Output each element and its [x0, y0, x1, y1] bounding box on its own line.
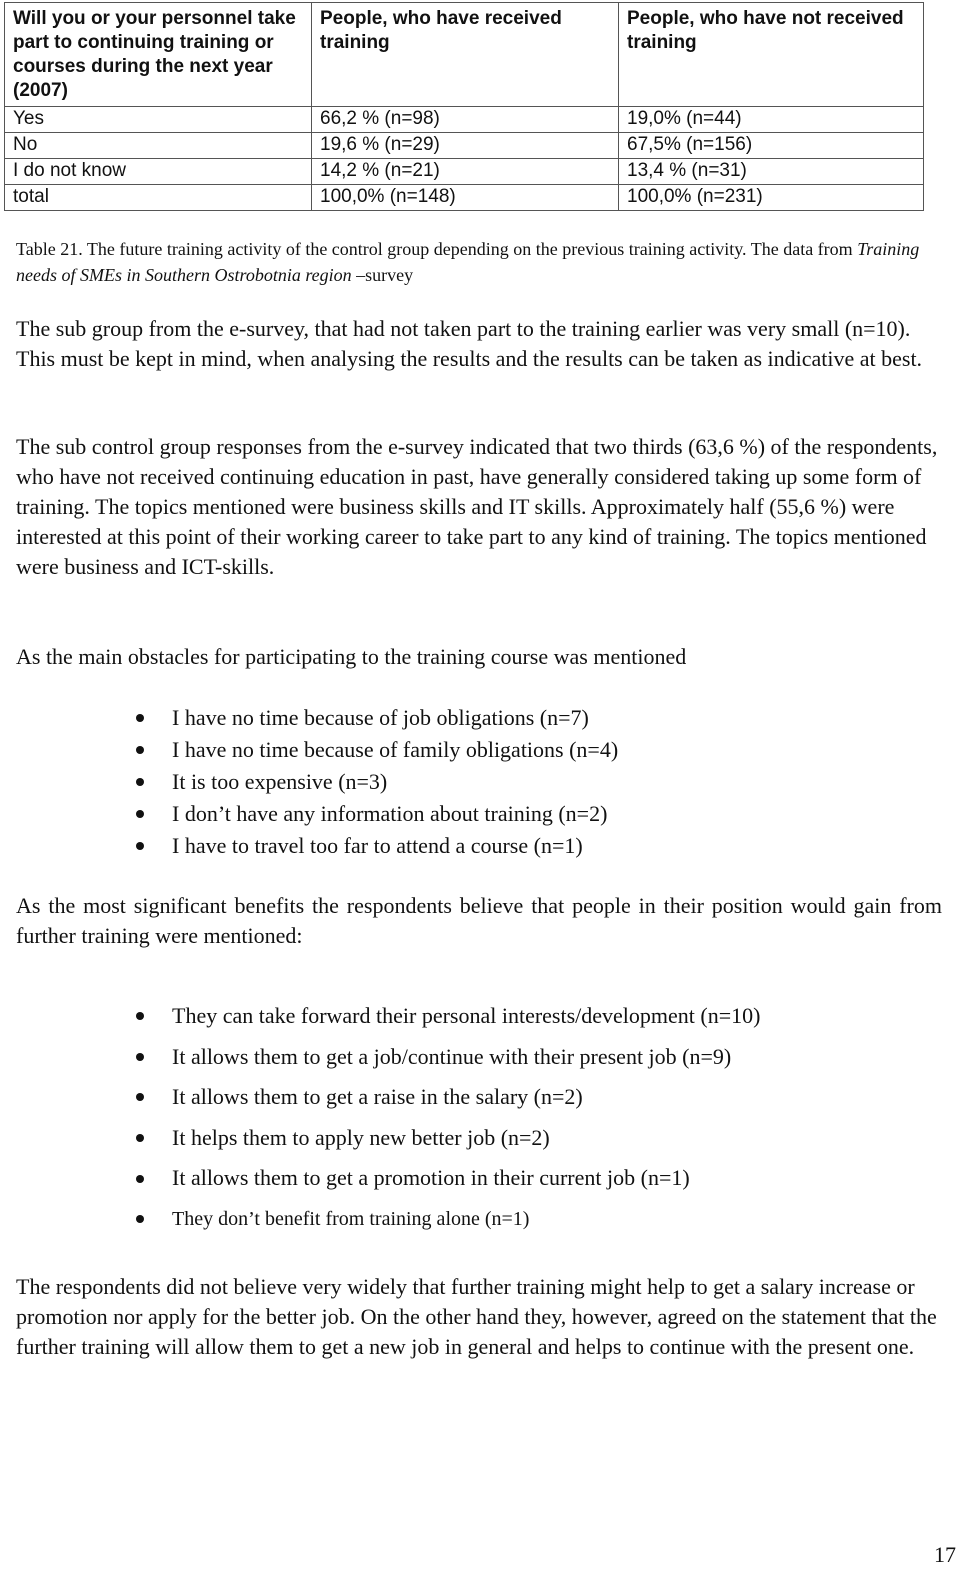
list-item — [132, 1158, 760, 1199]
list-item — [132, 1077, 760, 1118]
bullet-icon — [136, 1175, 144, 1183]
paragraph-benefits-intro: As the most significant benefits the respondents believe that people in their position would gain from further training were mentioned: — [16, 893, 942, 948]
paragraph-control-group: The sub control group responses from the e-survey indicated that two thirds (63,6 %) of the respondents, who have not received continuing education in past, have generally considered taking up some form of training. The topics mentioned were business skills and IT skills. Approximately half (55,6 %) were interested at this point of their working career to take part to any kind of training. The topics mentioned were business and ICT-skills. — [16, 434, 938, 579]
bullet-icon — [136, 1012, 144, 1020]
list-item-text: They don’t benefit from training alone (n=1) — [172, 1207, 530, 1230]
table-cell: 14,2 % (n=21) — [312, 159, 619, 185]
table-cell: 66,2 % (n=98) — [312, 107, 619, 133]
table-cell: 100,0% (n=148) — [312, 185, 619, 211]
table-row — [5, 159, 924, 185]
table-row — [5, 107, 924, 133]
bullet-icon — [136, 842, 144, 850]
list-item — [132, 798, 618, 830]
table-cell: No — [5, 133, 312, 159]
list-item-text: I don’t have any information about training (n=2) — [172, 801, 608, 826]
bullet-icon — [136, 1053, 144, 1061]
bullet-icon — [136, 1215, 144, 1223]
table-cell: 19,6 % (n=29) — [312, 133, 619, 159]
caption-suffix: –survey — [351, 265, 414, 285]
list-item-text: It allows them to get a promotion in their current job (n=1) — [172, 1165, 690, 1191]
table-cell: 19,0% (n=44) — [619, 107, 924, 133]
table-cell: 67,5% (n=156) — [619, 133, 924, 159]
bullet-icon — [136, 746, 144, 754]
table-cell: 13,4 % (n=31) — [619, 159, 924, 185]
list-item — [132, 1199, 760, 1240]
list-item-text: It allows them to get a job/continue with their present job (n=9) — [172, 1043, 732, 1069]
page-number: 17 — [934, 1542, 956, 1567]
list-item-text: I have to travel too far to attend a course (n=1) — [172, 833, 583, 858]
table-caption — [16, 236, 936, 288]
table-header-not-received: People, who have not received training — [619, 3, 924, 107]
table-header-received: People, who have received training — [312, 3, 619, 107]
list-item-text: It is too expensive (n=3) — [172, 769, 388, 794]
list-item — [132, 1118, 760, 1159]
list-item-text: I have no time because of family obligations (n=4) — [172, 737, 619, 762]
table-header-row — [5, 3, 924, 107]
bullet-icon — [136, 810, 144, 818]
bullet-icon — [136, 1093, 144, 1101]
obstacles-list — [132, 702, 618, 862]
list-item — [132, 996, 760, 1037]
bullet-icon — [136, 778, 144, 786]
list-item-text: They can take forward their personal interests/development (n=10) — [172, 1003, 761, 1028]
list-item-text: It allows them to get a raise in the salary (n=2) — [172, 1084, 583, 1110]
table-row — [5, 185, 924, 211]
list-item-text: I have no time because of job obligations (n=7) — [172, 705, 589, 730]
survey-results-table — [4, 2, 924, 211]
paragraph-conclusion: The respondents did not believe very widely that further training might help to get a salary increase or promotion nor apply for the better job. On the other hand they, however, agreed on the statement that the further training will allow them to get a new job in general and helps to continue with the present one. — [16, 1274, 937, 1359]
caption-prefix: Table 21. The future training activity of the control group depending on the previous training activity. The data from — [16, 239, 858, 259]
table-cell: I do not know — [5, 159, 312, 185]
list-item — [132, 734, 618, 766]
table-row — [5, 133, 924, 159]
table-cell: Yes — [5, 107, 312, 133]
table-cell: 100,0% (n=231) — [619, 185, 924, 211]
list-item-text: It helps them to apply new better job (n=2) — [172, 1124, 550, 1150]
list-item — [132, 830, 618, 862]
paragraph-obstacles-intro: As the main obstacles for participating to the training course was mentioned — [16, 644, 687, 669]
list-item — [132, 766, 618, 798]
list-item — [132, 702, 618, 734]
list-item — [132, 1037, 760, 1078]
table-cell: total — [5, 185, 312, 211]
caption-survey-name: Training needs of SMEs in Southern Ostrobotnia region — [16, 239, 920, 285]
bullet-icon — [136, 1134, 144, 1142]
paragraph-sub-group: The sub group from the e-survey, that had not taken part to the training earlier was very small (n=10). This must be kept in mind, when analysing the results and the results can be taken as indicative at best. — [16, 316, 923, 371]
benefits-list — [132, 996, 760, 1240]
bullet-icon — [136, 714, 144, 722]
table-header-question: Will you or your personnel take part to continuing training or courses during the next year (2007) — [5, 3, 312, 107]
